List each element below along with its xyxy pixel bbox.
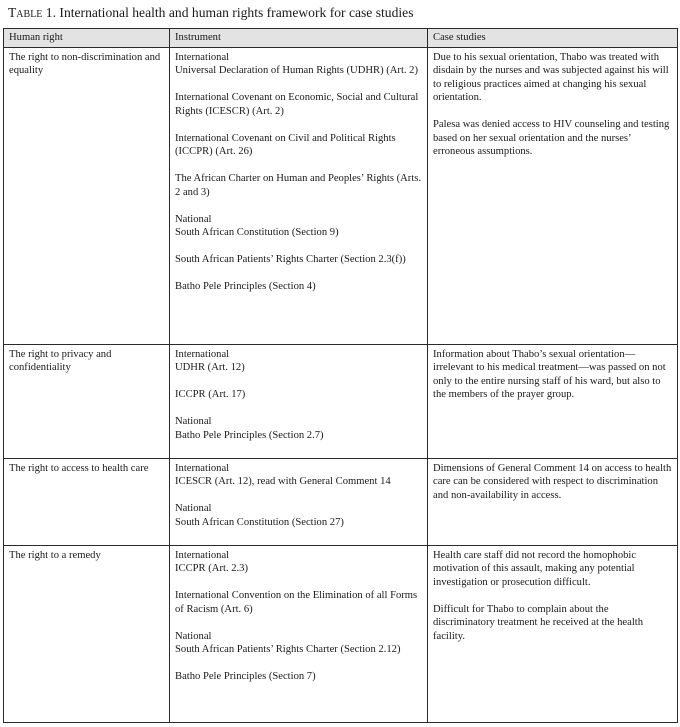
caption-label: Table 1. [8, 5, 57, 20]
instrument-cell [170, 47, 428, 344]
instrument-group [175, 549, 422, 576]
header-row [4, 29, 678, 48]
instrument-group [175, 502, 422, 529]
caption-title: International health and human rights framework for case studies [56, 5, 414, 20]
case-study-cell [428, 458, 678, 545]
instrument-group [175, 132, 422, 159]
case-study-text: Information about Thabo’s sexual orientation—irrelevant to his medical treatment—was passed on not only to the entire nursing staff of his ward, but also to the members of the prayer group. [433, 348, 666, 400]
instrument-group [175, 213, 422, 240]
instrument-line: Batho Pele Principles (Section 7) [175, 671, 316, 682]
human-right-text: The right to privacy and confidentiality [9, 348, 112, 373]
instrument-group [175, 348, 422, 375]
instrument-line: International [175, 348, 230, 360]
instrument-line: International Covenant on Civil and Political Rights (ICCPR) (Art. 26) [175, 132, 396, 157]
human-right-text: The right to non-discrimination and equality [9, 51, 161, 76]
instrument-group [175, 670, 422, 684]
human-right-cell [4, 545, 170, 722]
table-row [4, 47, 678, 344]
instrument-line: ICESCR (Art. 12), read with General Comment 14 [175, 476, 391, 487]
human-right-text: The right to access to health care [9, 462, 149, 474]
instrument-line: International Covenant on Economic, Social and Cultural Rights (ICESCR) (Art. 2) [175, 92, 419, 117]
case-study-text: Palesa was denied access to HIV counseling and testing based on her sexual orientation and the nurses’ erroneous assumptions. [433, 119, 670, 157]
instrument-group [175, 388, 422, 402]
human-right-cell [4, 344, 170, 458]
instrument-line: UDHR (Art. 12) [175, 362, 245, 373]
instrument-group [175, 630, 422, 657]
instrument-line: South African Patients’ Rights Charter (Section 2.3(f)) [175, 254, 406, 265]
instrument-group [175, 462, 422, 489]
instrument-group [175, 415, 422, 442]
instrument-line: ICCPR (Art. 2.3) [175, 563, 248, 574]
instrument-line: The African Charter on Human and Peoples’ Rights (Arts. 2 and 3) [175, 173, 422, 198]
header-instrument: Instrument [170, 29, 428, 48]
instrument-cell [170, 344, 428, 458]
table-row [4, 458, 678, 545]
instrument-group [175, 91, 422, 118]
table-row [4, 344, 678, 458]
instrument-group [175, 280, 422, 294]
instrument-line: International [175, 51, 230, 63]
instrument-line: South African Patients’ Rights Charter (Section 2.12) [175, 644, 401, 655]
instrument-line: South African Constitution (Section 9) [175, 227, 339, 238]
case-study-text: Health care staff did not record the homophobic motivation of this assault, making any potential investigation or prosecution difficult. [433, 549, 637, 588]
case-study-text: Difficult for Thabo to complain about the discriminatory treatment he received at the health facility. [433, 603, 644, 642]
table-row [4, 545, 678, 722]
instrument-line: National [175, 213, 212, 225]
instrument-line: South African Constitution (Section 27) [175, 516, 344, 528]
instrument-group [175, 51, 422, 78]
instrument-line: National [175, 503, 212, 514]
instrument-group [175, 253, 422, 267]
instrument-line: International [175, 549, 230, 561]
case-study-cell [428, 545, 678, 722]
human-right-cell [4, 458, 170, 545]
instrument-line: International [175, 462, 230, 474]
instrument-line: National [175, 416, 212, 427]
instrument-line: Universal Declaration of Human Rights (UDHR) (Art. 2) [175, 65, 419, 76]
case-study-text: Dimensions of General Comment 14 on access to health care can be considered with respect to discrimination and non-availability in access. [433, 462, 672, 501]
instrument-line: Batho Pele Principles (Section 2.7) [175, 429, 324, 441]
instrument-line: International Convention on the Elimination of all Forms of Racism (Art. 6) [175, 590, 418, 615]
instrument-group [175, 172, 422, 199]
table-caption [8, 5, 414, 21]
instrument-cell [170, 545, 428, 722]
header-human-right: Human right [4, 29, 170, 48]
human-right-cell [4, 47, 170, 344]
instrument-group [175, 589, 422, 616]
case-study-text: Due to his sexual orientation, Thabo was treated with disdain by the nurses and was subjected against his will to religious practices aimed at changing his sexual orientation. [433, 51, 669, 103]
case-study-cell [428, 344, 678, 458]
instrument-line: ICCPR (Art. 17) [175, 389, 246, 400]
case-study-cell [428, 47, 678, 344]
instrument-line: Batho Pele Principles (Section 4) [175, 281, 316, 292]
instrument-line: National [175, 630, 212, 642]
human-right-text: The right to a remedy [9, 549, 101, 561]
header-case-studies: Case studies [428, 29, 678, 48]
rights-framework-table [3, 28, 678, 723]
instrument-cell [170, 458, 428, 545]
